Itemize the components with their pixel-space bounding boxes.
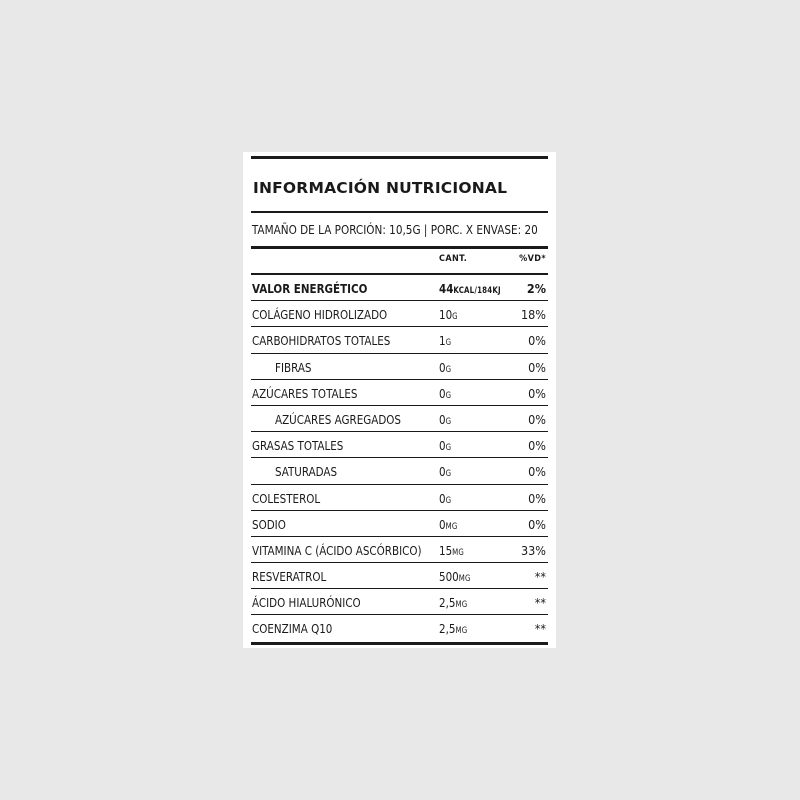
nutrient-row	[251, 354, 548, 380]
nutrient-name: VITAMINA C (ÁCIDO ASCÓRBICO)	[252, 542, 422, 558]
nutrient-amount: 44KCAL/184KJ	[439, 281, 501, 296]
top-rule	[251, 156, 548, 159]
nutrient-row	[251, 511, 548, 537]
nutrient-name: RESVERATROL	[252, 569, 327, 585]
nutrient-row	[251, 589, 548, 615]
daily-value-column-header: %VD*	[519, 254, 546, 264]
bottom-rule	[251, 642, 548, 645]
nutrition-facts-label	[243, 152, 556, 648]
nutrient-row	[251, 301, 548, 327]
nutrient-dv: 0%	[528, 333, 546, 349]
nutrient-amount: 0G	[439, 490, 452, 506]
nutrient-amount: 500MG	[439, 569, 471, 585]
column-header	[251, 249, 548, 269]
nutrient-row	[251, 275, 548, 301]
nutrient-amount: 0G	[439, 438, 452, 454]
nutrient-name: SODIO	[252, 516, 286, 532]
nutrient-row	[251, 485, 548, 511]
nutrient-dv: **	[534, 595, 546, 611]
nutrient-dv: **	[534, 569, 546, 585]
nutrient-amount: 10G	[439, 307, 458, 323]
nutrient-amount: 15MG	[439, 542, 465, 558]
nutrient-row	[251, 380, 548, 406]
nutrient-name: VALOR ENERGÉTICO	[252, 281, 368, 296]
nutrient-dv: 0%	[528, 464, 546, 480]
nutrient-dv: 18%	[521, 307, 546, 323]
nutrient-dv: **	[534, 621, 546, 637]
nutrient-row	[251, 537, 548, 563]
nutrient-amount: 0G	[439, 385, 452, 401]
nutrient-dv: 2%	[526, 281, 546, 296]
nutrient-dv: 0%	[528, 411, 546, 427]
nutrient-amount: 0G	[439, 411, 452, 427]
nutrient-name: ÁCIDO HIALURÓNICO	[252, 595, 361, 611]
nutrient-dv: 33%	[521, 542, 546, 558]
label-title: INFORMACIÓN NUTRICIONAL	[253, 179, 508, 197]
nutrient-amount: 1G	[439, 333, 452, 349]
nutrient-amount: 0MG	[439, 516, 458, 532]
nutrient-dv: 0%	[528, 490, 546, 506]
amount-column-header: CANT.	[439, 254, 468, 264]
nutrient-row	[251, 327, 548, 353]
nutrient-name: GRASAS TOTALES	[252, 438, 344, 454]
nutrient-dv: 0%	[528, 359, 546, 375]
nutrient-rows	[251, 275, 548, 642]
nutrient-row	[251, 406, 548, 432]
nutrient-name: SATURADAS	[275, 464, 338, 480]
nutrient-name: FIBRAS	[275, 359, 312, 375]
nutrient-amount: 2,5MG	[439, 595, 468, 611]
nutrient-name: COLÁGENO HIDROLIZADO	[252, 307, 388, 323]
nutrient-name: COLESTEROL	[252, 490, 321, 506]
nutrient-dv: 0%	[528, 438, 546, 454]
nutrient-row	[251, 458, 548, 484]
nutrient-amount: 0G	[439, 464, 452, 480]
nutrient-amount: 0G	[439, 359, 452, 375]
nutrient-name: COENZIMA Q10	[252, 621, 333, 637]
title-rule	[251, 211, 548, 213]
serving-info: TAMAÑO DE LA PORCIÓN: 10,5G | PORC. X ENVASE: 20	[251, 222, 538, 237]
nutrient-dv: 0%	[528, 385, 546, 401]
nutrient-row	[251, 615, 548, 641]
nutrient-dv: 0%	[528, 516, 546, 532]
nutrient-row	[251, 432, 548, 458]
nutrient-amount: 2,5MG	[439, 621, 468, 637]
nutrient-name: AZÚCARES TOTALES	[252, 385, 358, 401]
nutrient-name: AZÚCARES AGREGADOS	[275, 411, 402, 427]
nutrient-row	[251, 563, 548, 589]
nutrient-name: CARBOHIDRATOS TOTALES	[252, 333, 391, 349]
